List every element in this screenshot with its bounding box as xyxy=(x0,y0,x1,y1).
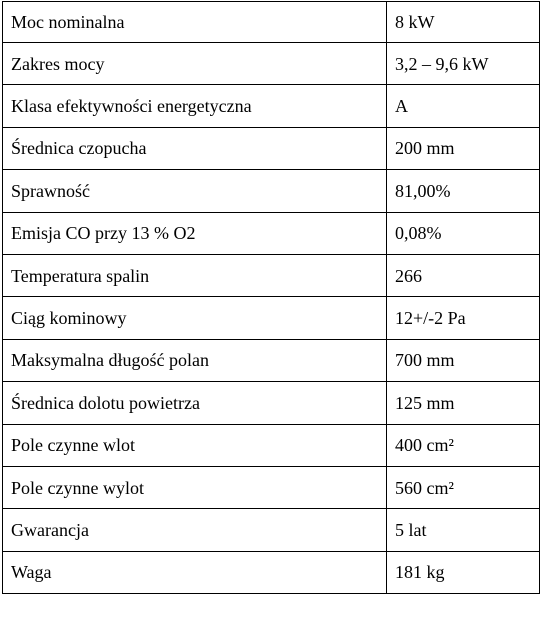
value-cell: 12+/-2 Pa xyxy=(387,297,540,339)
parameter-cell: Temperatura spalin xyxy=(3,254,387,296)
value-cell: 266 xyxy=(387,254,540,296)
parameter-cell: Ciąg kominowy xyxy=(3,297,387,339)
parameter-cell: Średnica czopucha xyxy=(3,127,387,169)
value-cell: 81,00% xyxy=(387,170,540,212)
parameter-cell: Pole czynne wylot xyxy=(3,466,387,508)
parameter-cell: Średnica dolotu powietrza xyxy=(3,382,387,424)
spec-table-body xyxy=(3,2,540,594)
value-cell: A xyxy=(387,85,540,127)
value-cell: 560 cm² xyxy=(387,466,540,508)
parameter-cell: Moc nominalna xyxy=(3,2,387,43)
value-cell: 181 kg xyxy=(387,551,540,593)
parameter-cell: Klasa efektywności energetyczna xyxy=(3,85,387,127)
table-row xyxy=(3,212,540,254)
table-row xyxy=(3,382,540,424)
parameter-cell: Zakres mocy xyxy=(3,43,387,85)
table-row xyxy=(3,424,540,466)
value-cell: 8 kW xyxy=(387,2,540,43)
table-row xyxy=(3,339,540,381)
table-row xyxy=(3,254,540,296)
value-cell: 400 cm² xyxy=(387,424,540,466)
value-cell: 5 lat xyxy=(387,509,540,551)
parameter-cell: Maksymalna długość polan xyxy=(3,339,387,381)
table-row xyxy=(3,466,540,508)
table-row xyxy=(3,297,540,339)
table-row xyxy=(3,127,540,169)
value-cell: 0,08% xyxy=(387,212,540,254)
value-cell: 125 mm xyxy=(387,382,540,424)
table-row xyxy=(3,2,540,43)
table-row xyxy=(3,551,540,593)
spec-table xyxy=(2,1,540,594)
table-row xyxy=(3,509,540,551)
parameter-cell: Gwarancja xyxy=(3,509,387,551)
value-cell: 200 mm xyxy=(387,127,540,169)
parameter-cell: Pole czynne wlot xyxy=(3,424,387,466)
parameter-cell: Emisja CO przy 13 % O2 xyxy=(3,212,387,254)
parameter-cell: Sprawność xyxy=(3,170,387,212)
value-cell: 3,2 – 9,6 kW xyxy=(387,43,540,85)
table-row xyxy=(3,43,540,85)
value-cell: 700 mm xyxy=(387,339,540,381)
table-row xyxy=(3,85,540,127)
table-row xyxy=(3,170,540,212)
parameter-cell: Waga xyxy=(3,551,387,593)
